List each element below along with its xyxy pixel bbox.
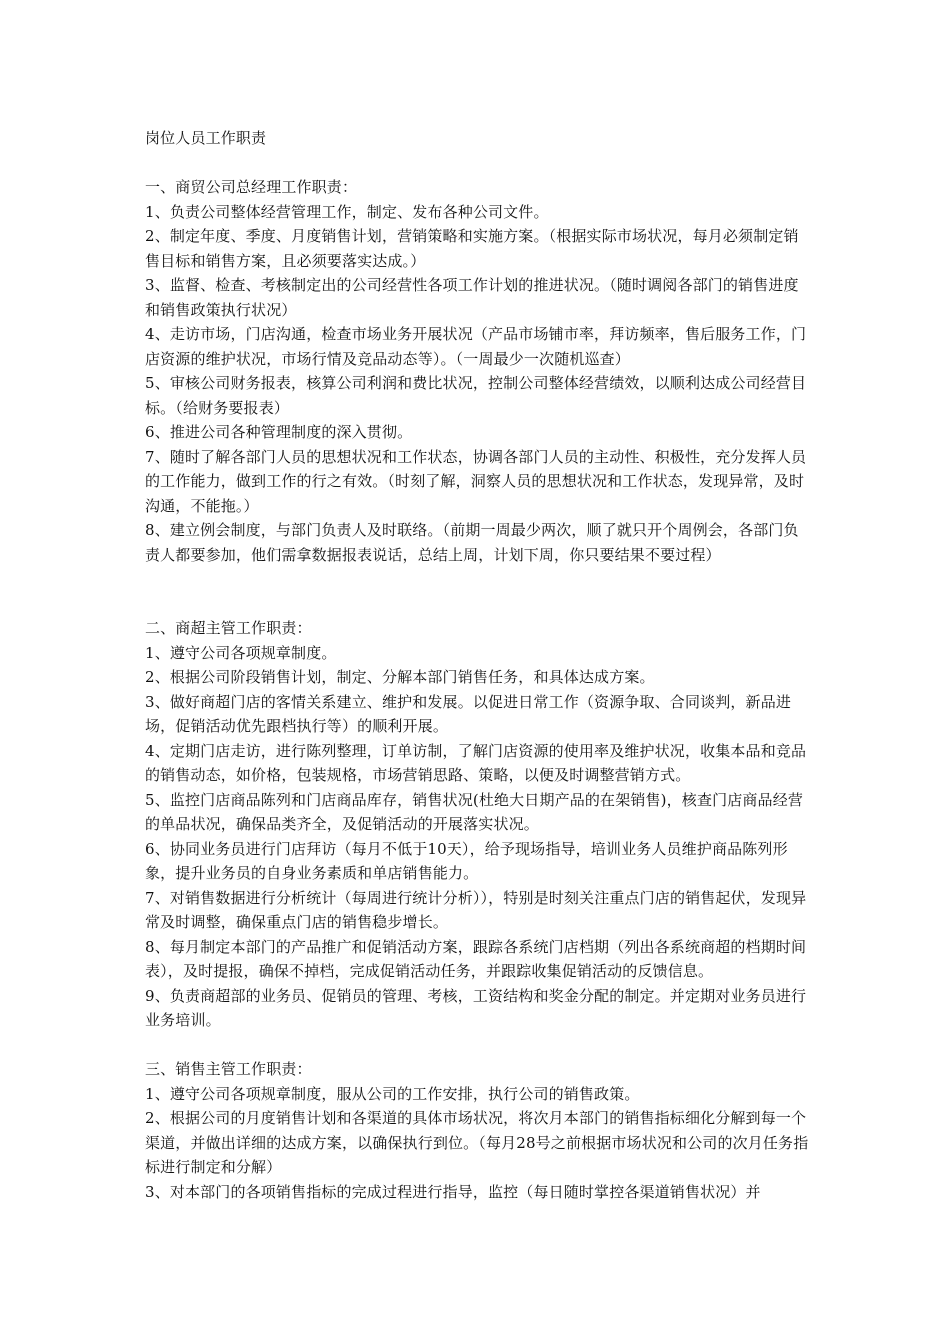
list-item: 1、遵守公司各项规章制度。 <box>145 643 337 662</box>
list-item: 4、定期门店走访，进行陈列整理，订单访制，了解门店资源的使用率及维护状况，收集本品和竞品的销售动态，如价格，包装规格，市场营销思路、策略，以便及时调整营销方式。 <box>145 741 807 784</box>
spacer <box>145 151 813 176</box>
list-item: 3、监督、检查、考核制定出的公司经营性各项工作计划的推进状况。（随时调阅各部门的销售进度和销售政策执行状况） <box>145 276 799 319</box>
list-item: 7、随时了解各部门人员的思想状况和工作状态，协调各部门人员的主动性、积极性，充分发挥人员的工作能力，做到工作的行之有效。（时刻了解，洞察人员的思想状况和工作状态，发现异常，及时沟通，不能拖。） <box>145 447 807 515</box>
list-item: 2、根据公司的月度销售计划和各渠道的具体市场状况，将次月本部门的销售指标细化分解到每一个渠道，并做出详细的达成方案，以确保执行到位。（每月28号之前根据市场状况和公司的次月任务指标进行制定和分解） <box>145 1109 809 1176</box>
list-item: 9、负责商超部的业务员、促销员的管理、考核，工资结构和奖金分配的制定。并定期对业务员进行业务培训。 <box>145 986 807 1029</box>
list-item: 3、做好商超门店的客情关系建立、维护和发展。以促进日常工作（资源争取、合同谈判，新品进场，促销活动优先跟档执行等）的顺利开展。 <box>145 692 791 735</box>
list-item: 8、建立例会制度，与部门负责人及时联络。（前期一周最少两次，顺了就只开个周例会，各部门负责人都要参加，他们需拿数据报表说话，总结上周，计划下周，你只要结果不要过程） <box>145 521 799 564</box>
list-item: 5、审核公司财务报表，核算公司利润和费比状况，控制公司整体经营绩效，以顺利达成公司经营目标。（给财务要报表） <box>145 374 807 417</box>
list-item: 3、对本部门的各项销售指标的完成过程进行指导，监控（每日随时掌控各渠道销售状况）并 <box>145 1182 761 1201</box>
list-item: 6、协同业务员进行门店拜访（每月不低于10天），给予现场指导，培训业务人员维护商品陈列形象，提升业务员的自身业务素质和单店销售能力。 <box>145 839 788 882</box>
section-heading-supermarket-supervisor: 二、商超主管工作职责： <box>145 619 312 637</box>
list-item: 2、根据公司阶段销售计划，制定、分解本部门销售任务，和具体达成方案。 <box>145 668 655 686</box>
list-item: 5、监控门店商品陈列和门店商品库存，销售状况(杜绝大日期产品的在架销售)，核查门店商品经营的单品状况，确保品类齐全，及促销活动的开展落实状况。 <box>145 790 804 833</box>
document-page <box>145 126 813 1204</box>
list-item: 2、制定年度、季度、月度销售计划，营销策略和实施方案。（根据实际市场状况，每月必须制定销售目标和销售方案，且必须要落实达成。） <box>145 227 799 270</box>
list-item: 7、对销售数据进行分析统计（每周进行统计分析）），特别是时刻关注重点门店的销售起伏，发现异常及时调整，确保重点门店的销售稳步增长。 <box>145 888 807 931</box>
document-title: 岗位人员工作职责 <box>145 129 267 147</box>
list-item: 8、每月制定本部门的产品推广和促销活动方案，跟踪各系统门店档期（列出各系统商超的档期时间表），及时提报，确保不掉档，完成促销活动任务，并跟踪收集促销活动的反馈信息。 <box>145 937 807 980</box>
spacer <box>145 1033 813 1058</box>
spacer <box>145 567 813 616</box>
section-heading-sales-supervisor: 三、销售主管工作职责： <box>145 1060 312 1078</box>
list-item: 1、负责公司整体经营管理工作，制定、发布各种公司文件。 <box>145 202 549 221</box>
list-item: 6、推进公司各种管理制度的深入贯彻。 <box>145 423 413 441</box>
section-heading-general-manager: 一、商贸公司总经理工作职责： <box>145 178 358 196</box>
list-item: 4、走访市场，门店沟通，检查市场业务开展状况（产品市场铺市率，拜访频率，售后服务工作，门店资源的维护状况，市场行情及竞品动态等）。（一周最少一次随机巡查） <box>145 325 807 368</box>
list-item: 1、遵守公司各项规章制度，服从公司的工作安排，执行公司的销售政策。 <box>145 1084 640 1103</box>
